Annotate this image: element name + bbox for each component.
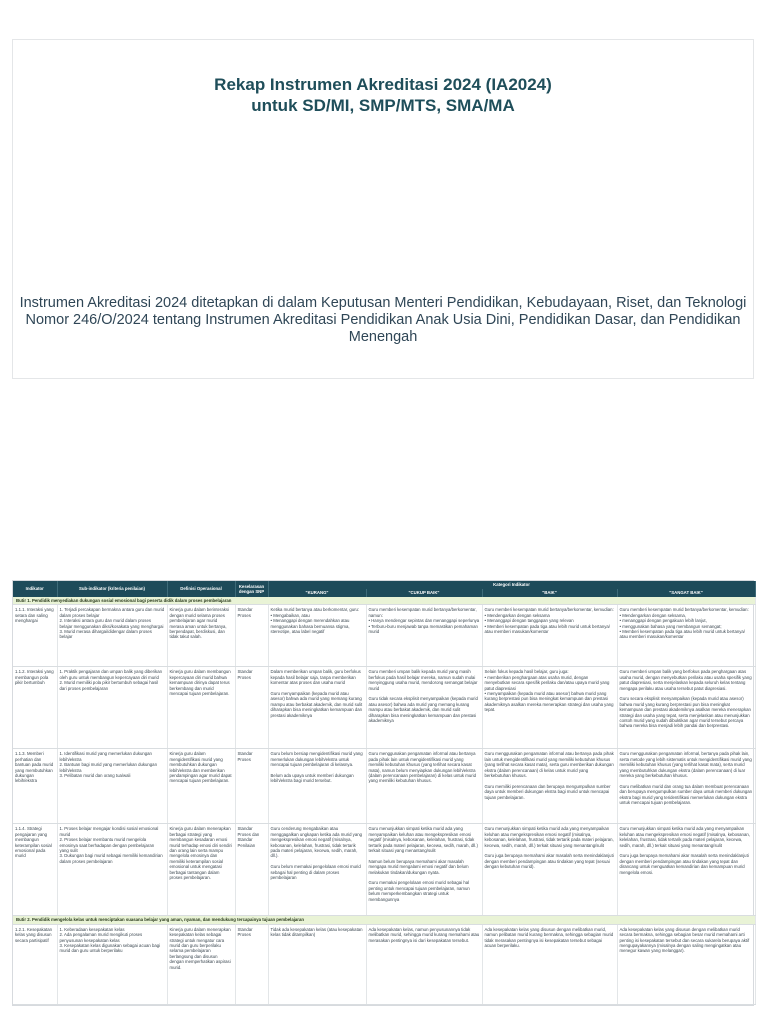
cell-snp: Standar Proses	[235, 605, 268, 667]
col-kategori: Kategori Indikator	[268, 581, 755, 589]
cell-baik: Selain fokus kepada hasil belajar, guru juga: • memberikan penghargaan atas usaha murid, dengan menyebutkan secara spesifik perilaku dan/atau upaya murid yang patut diapresiasi • menyampaikan (kepada murid atau asesor) bahwa murid yang kurang berprestasi pun bisa meningkat kemampuan dan prestasi akademiknya asalkan mereka menerapkan strategi dan usaha yang tepat.	[482, 667, 617, 749]
cell-cukup: Guru memberi umpan balik kepada murid yang masih berfokus pada hasil belajar mereka, namun sudah mulai menyinggung usaha murid, mendorong semangat belajar murid Guru tidak secara eksplisit menyampaikan (kepada murid atau asesor) bahwa ada murid yang memang kurang mampu atau berbakat akademik, dan murid sulit diharapkan bisa meningkatkan kemampuan dan prestasi akademiknya	[366, 667, 482, 749]
cell-sub: 1. Terjadi percakapan bermakna antara guru dan murid dalam proses belajar 2. Interaksi antara guru dan murid dalam proses belajar menggunakan diksi/kosakata yang menghargai 3. Murid merasa dihargai/didengar dalam proses belajar	[57, 605, 167, 667]
cell-cukup: Ada kesepakatan kelas, namun penyusunannya tidak melibatkan murid, sehingga murid kurang memahami atau merasakan pentingnya isi dari kesepakatan tersebut.	[366, 924, 482, 1004]
cell-baik: Ada kesepakatan kelas yang disusun dengan melibatkan murid, namun pelibatan murid kurang bermakna, sehingga sebagian murid tidak merasakan pentingnya isi kesepakatan tersebut sebagai acuan berperilaku.	[482, 924, 617, 1004]
cell-snp: Standar Proses dan Standar Penilaian	[235, 824, 268, 916]
intro-paragraph: Instrumen Akreditasi 2024 ditetapkan di dalam Keputusan Menteri Pendidikan, Kebudayaan, Riset, dan Teknologi Nomor 246/O/2024 tentang Instrumen Akreditasi Pendidikan Anak Usia Dini, Pendidikan Dasar, dan Pendidikan Menengah	[19, 295, 747, 345]
section-heading-2: Butir 2. Pendidik mengelola kelas untuk menciptakan suasana belajar yang aman, nyaman, dan mendukung tercapainya tujuan pembelajaran	[13, 916, 755, 924]
cell-def: Kinerja guru dalam berinteraksi dengan murid selama proses pembelajaran agar murid merasa aman untuk bertanya, berpendapat, berdiskusi, dan tidak takut salah.	[167, 605, 235, 667]
table-row	[13, 605, 755, 667]
col-baik: "BAIK"	[482, 589, 617, 597]
cell-sangat: Guru menggunakan pengamatan informal, bertanya pada pihak lain, serta metode yang lebih sistematis untuk mengidentifikasi murid yang memiliki kebutuhan khusus (yang terlihat kasat mata), serta murid yang membutuhkan dukungan ekstra (dalam perencanaan) di luar mereka yang berkebutuhan khusus. Guru melibatkan murid dan orang tua dalam membuat perencanaan dan berupaya mengumpulkan sumber daya untuk memberi dukungan ekstra bagi murid yang teridentifikasi memerlukan dukungan ekstra untuk mencapai tujuan pembelajaran.	[617, 749, 755, 824]
cell-def: Kinerja guru dalam menerapkan kesepakatan kelas sebagai strategi untuk mengatur cara murid dan guru berperilaku selama pembelajaran berlangsung dan disusun dengan memperhatikan aspirasi murid.	[167, 924, 235, 1004]
instrument-table	[12, 580, 754, 1006]
cell-snp: Standar Proses	[235, 924, 268, 1004]
cell-snp: Standar Proses	[235, 749, 268, 824]
cell-def: Kinerja guru dalam mengidentifikasi murid yang membutuhkan dukungan lebih/ekstra dan memberikan pendampingan agar murid dapat mencapai tujuan pembelajaran.	[167, 749, 235, 824]
page-title	[13, 74, 753, 116]
cell-kurang: Ketika murid bertanya atau berkomentar, guru: • Mengabaikan, atau • Menanggapi dengan merendahkan atau menggunakan bahasa bernuansa stigma, stereotipe, atau label negatif	[268, 605, 366, 667]
cell-sangat: Guru menunjukkan simpati ketika murid ada yang menyampaikan keluhan atau mengekspresikan emosi negatif (misalnya, kebosanan, kelelahan, frustrasi, tidak tertarik pada materi pelajaran, kecewa, sedih, marah, dll.) terkait situasi yang menantang/sulit Guru juga berupaya memahami akar masalah serta menindaklanjuti dengan memberi pendampingan atau tindakan yang tepat dan dirancang untuk menguatkan kemandirian dan kemampuan murid mengelola emosi.	[617, 824, 755, 916]
cell-indikator: 1.1.1. Interaksi yang setara dan saling menghargai	[13, 605, 57, 667]
table-row	[13, 924, 755, 1004]
cell-def: Kinerja guru dalam menerapkan berbagai strategi yang membangun kesadaran emosi murid terhadap emosi diri sendiri dan orang lain serta mampu mengelola emosinya dan memiliki keterampilan sosial emosional untuk mengatasi berbagai tantangan dalam proses pembelajaran.	[167, 824, 235, 916]
cell-def: Kinerja guru dalam membangun kepercayaan diri murid bahwa kemampuan dirinya dapat terus berkembang dan murid mencapai tujuan pembelajaran.	[167, 667, 235, 749]
cell-cukup: Guru memberi kesempatan murid bertanya/berkomentar, namun: • Hanya mendengar sepintas dan menanggapi seperlunya • Terburu-buru menjawab tanpa memastikan pemahaman murid	[366, 605, 482, 667]
cell-indikator: 1.2.1. Kesepakatan kelas yang disusun secara partisipatif	[13, 924, 57, 1004]
col-definisi: Definisi Operasional	[167, 581, 235, 597]
cell-sub: 1. Identifikasi murid yang memerlukan dukungan lebih/ekstra 2. Bantuan bagi murid yang memerlukan dukungan lebih/ekstra 3. Pelibatan murid dan orang tua/wali	[57, 749, 167, 824]
col-cukup: "CUKUP BAIK"	[366, 589, 482, 597]
cover-page	[12, 39, 754, 379]
cell-sub: 1. Keberadaan kesepakatan kelas 2. Ada pengalaman murid mengikuti proses penyusunan kesepakatan kelas 3. Kesepakatan kelas digunakan sebagai acuan bagi murid dan guru untuk berperilaku	[57, 924, 167, 1004]
col-indikator: Indikator	[13, 581, 57, 597]
title-line-2: untuk SD/MI, SMP/MTS, SMA/MA	[251, 96, 515, 115]
col-keselarasan: Keselarasan dengan SNP	[235, 581, 268, 597]
cell-indikator: 1.1.4. Strategi pengajaran yang membangun keterampilan sosial emosional pada murid	[13, 824, 57, 916]
cell-sangat: Guru memberi umpan balik yang berfokus pada penghargaan atas usaha murid, dengan menyebutkan perilaku atau usaha spesifik yang patut diapresiasi, serta menjelaskan kepada seluruh kelas tentang mengapa perilaku atau usaha tersebut patut diapresiasi. Guru secara eksplisit menyampaikan (kepada murid atau asesor) bahwa murid yang kurang berprestasi pun bisa meningkat kemampuan dan prestasi akademiknya asalkan mereka menerapkan strategi dan usaha yang tepat, serta menjelaskan atau menunjukkan contoh murid yang sudah dibuktikan agar murid tersebut percaya bahwa mereka bisa menjadi lebih pandai dan berprestasi.	[617, 667, 755, 749]
cell-snp: Standar Proses	[235, 667, 268, 749]
cell-indikator: 1.1.2. Interaksi yang membangun pola pikir bertumbuh	[13, 667, 57, 749]
col-sub-indikator: Sub-indikator (kriteria penilaian)	[57, 581, 167, 597]
cell-baik: Guru menggunakan pengamatan informal atau bertanya pada pihak lain untuk mengidentifikasi murid yang memiliki kebutuhan khusus (yang terlihat secara kasat mata), serta guru memberikan dukungan ekstra (dalam perencanaan) di kelas untuk murid yang berkebutuhan khusus. Guru memiliki perencanaan dan berupaya mengumpulkan sumber daya untuk memberi dukungan ekstra bagi murid untuk mencapai tujuan pembelajaran.	[482, 749, 617, 824]
cell-baik: Guru menunjukkan simpati ketika murid ada yang menyampaikan keluhan atau mengekspresikan emosi negatif (misalnya, kebosanan, kelelahan, frustrasi, tidak tertarik pada materi pelajaran, kecewa, sedih, marah, dll.) terkait situasi yang menantang/sulit Guru juga berupaya memahami akar masalah serta menindaklanjuti dengan memberi pendampingan atau tindakan yang tepat (sesuai dengan kebutuhan murid).	[482, 824, 617, 916]
title-line-1: Rekap Instrumen Akreditasi 2024 (IA2024)	[214, 75, 552, 94]
cell-sangat: Guru memberi kesempatan murid bertanya/berkomentar, kemudian: • Mendengarkan dengan seksama, • menanggapi dengan pengakuan lebih lanjut, • menggunakan bahasa yang membangun semangat; • Memberi kesempatan pada tiga atau lebih murid untuk bertanya/ atau memberi masukan/komentar	[617, 605, 755, 667]
cell-sub: 1. Praktik pengajaran dan umpan balik yang diberikan oleh guru untuk membangun kepercayaan diri murid 2. Murid memiliki pola pikir bertumbuh sebagai hasil dari proses pembelajaran	[57, 667, 167, 749]
col-kurang: "KURANG"	[268, 589, 366, 597]
cell-kurang: Dalam memberikan umpan balik, guru berfokus kepada hasil belajar saja, tanpa memberikan komentar atas proses dan usaha murid Guru menyampaikan (kepada murid atau asesor) bahwa ada murid yang memang kurang mampu atau berbakat akademik, dan murid sulit diharapkan bisa meningkatkan kemampuan dan prestasi akademiknya	[268, 667, 366, 749]
table-row	[13, 667, 755, 749]
col-sangat: "SANGAT BAIK"	[617, 589, 755, 597]
cell-indikator: 1.1.3. Memberi perhatian dan bantuan pada murid yang membutuhkan dukungan lebih/ekstra	[13, 749, 57, 824]
cell-cukup: Guru menggunakan pengamatan informal atau bertanya pada pihak lain untuk mengidentifikasi murid yang memiliki kebutuhan khusus (yang terlihat secara kasat mata), namun belum menyiapkan dukungan lebih/ekstra (dalam perencanaan pembelajaran) di kelas untuk murid yang memiliki kebutuhan khusus.	[366, 749, 482, 824]
cell-kurang: Guru belum bersiap mengidentifikasi murid yang memerlukan dukungan lebih/ekstra untuk mencapai tujuan pembelajaran di kelasnya. Belum ada upaya untuk memberi dukungan lebih/ekstra bagi murid tersebut.	[268, 749, 366, 824]
cell-sangat: Ada kesepakatan kelas yang disusun dengan melibatkan murid secara bermakna, sehingga sebagian besar murid memahami arti penting isi kesepakatan tersebut dan secara sukarela berupaya aktif mengupayakannya (misalnya dengan saling mengingatkan atau menegur kawan yang melanggar).	[617, 924, 755, 1004]
cell-baik: Guru memberi kesempatan murid bertanya/berkomentar, kemudian: • Mendengarkan dengan seksama • Menanggapi dengan tanggapan yang relevan • Memberi kesempatan pada tiga atau lebih murid untuk bertanya/ atau memberi masukan/komentar	[482, 605, 617, 667]
cell-sub: 1. Proses belajar mengajar kondisi sosial emosional murid 2. Proses belajar membantu murid mengelola emosinya saat berhadapan dengan pembelajaran yang sulit 3. Dukungan bagi murid sebagai memiliki kemandirian dalam proses pembelajaran	[57, 824, 167, 916]
table-row	[13, 824, 755, 916]
cell-kurang: Tidak ada kesepakatan kelas (atau kesepakatan kelas tidak ditampilkan)	[268, 924, 366, 1004]
cell-kurang: Guru cenderung mengabaikan atau menggagalkan ungkapan ketika ada murid yang mengekspresikan emosi negatif (misalnya, kebosanan, kelelahan, frustrasi, tidak tertarik pada materi pelajaran, kecewa, sedih, marah, dll.). Guru belum memakai pengelolaan emosi murid sebagai hal penting di dalam proses pembelajaran	[268, 824, 366, 916]
section-heading-1: Butir 1. Pendidik menyediakan dukungan sosial emosional bagi peserta didik dalam proses pembelajaran	[13, 597, 755, 605]
table-row	[13, 749, 755, 824]
cell-cukup: Guru menunjukkan simpati ketika murid ada yang menyampaikan keluhan atau mengekspresikan emosi negatif (misalnya, kebosanan, kelelahan, frustrasi, tidak tertarik pada materi pelajaran, kecewa, sedih, marah, dll.) terkait situasi yang menantang/sulit Namun belum berupaya memahami akar masalah mengapa murid mengalami emosi negatif dan belum melakukan tindakan/dukungan nyata. Guru memakai pengelolaan emosi murid sebagai hal penting untuk mencapai tujuan pembelajaran, namun belum memperkembangkan strategi untuk membangunnya	[366, 824, 482, 916]
